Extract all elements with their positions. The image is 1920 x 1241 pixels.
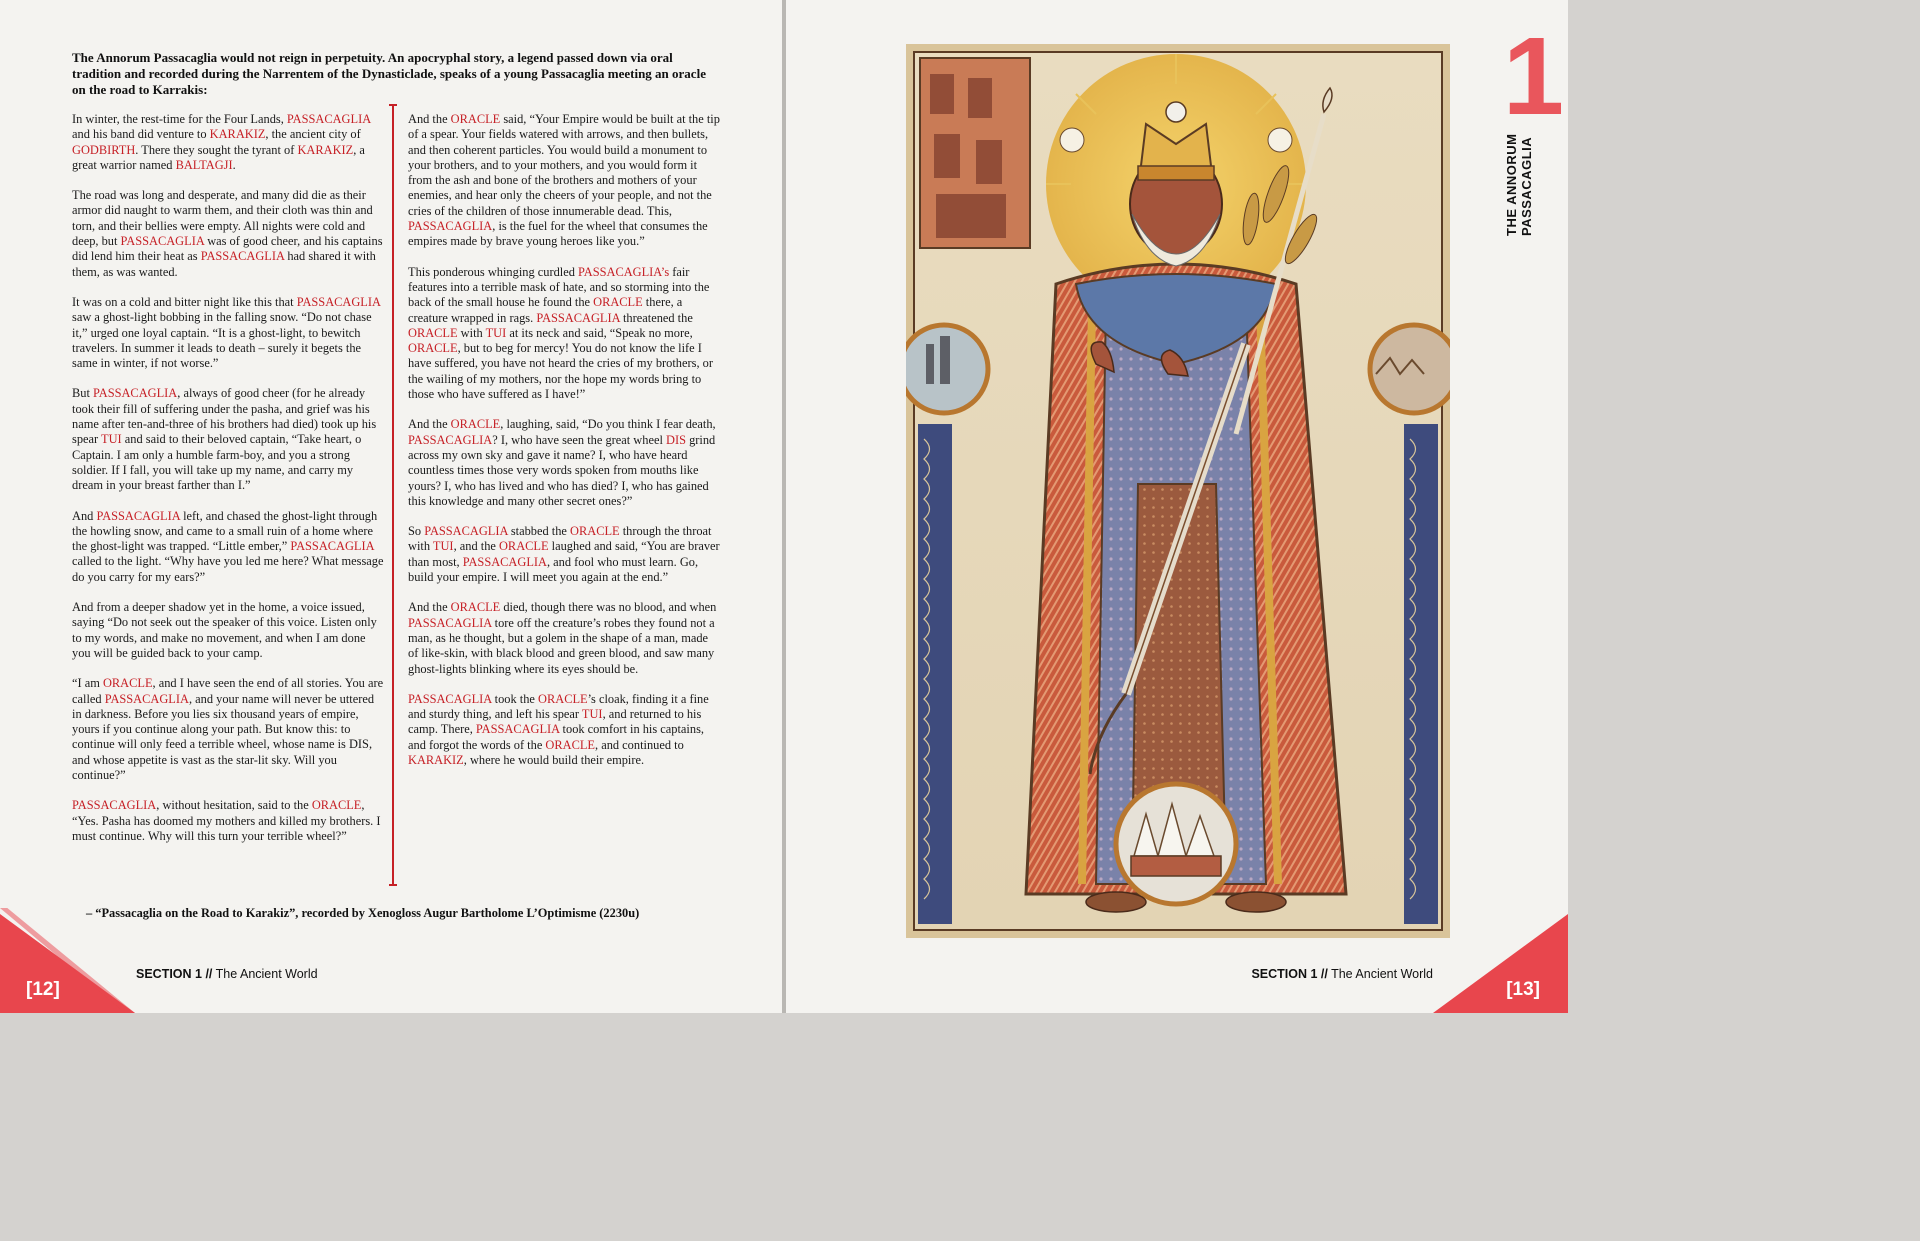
name-highlight: PASSACAGLIA <box>536 310 620 325</box>
name-highlight: KARAKIZ <box>209 127 266 142</box>
name-highlight: PASSACAGLIA <box>475 722 560 737</box>
name-highlight: DIS <box>666 432 686 447</box>
story-text: , but to beg for mercy! You do not know the life I have suffered, you have not heard the cries of my brothers, or the wailing of my mothers, nor the hope my words bring to those who have suffered as I have!” <box>408 341 713 402</box>
story-paragraph <box>72 112 384 173</box>
story-paragraph <box>408 112 720 250</box>
story-text: And the <box>408 112 451 126</box>
story-column-2 <box>408 112 720 783</box>
story-text: ? I, who have seen the great wheel <box>492 432 666 447</box>
name-highlight: KARAKIZ <box>297 142 354 157</box>
column-divider <box>392 104 394 886</box>
right-page <box>786 0 1568 1013</box>
name-highlight: PASSACAGLIA <box>408 691 492 706</box>
story-text: , and returned to his camp. There, <box>408 707 702 737</box>
name-highlight: PASSACAGLIA <box>286 112 371 126</box>
section-marker: 1 <box>1502 15 1564 138</box>
story-text: and his band did venture to <box>72 127 210 142</box>
story-text: , is the fuel for the wheel that consumes the empires made by brave young heroes like you.” <box>408 219 708 249</box>
story-text: But <box>72 386 93 401</box>
illuminated-illustration <box>906 44 1450 938</box>
story-paragraph <box>408 600 720 676</box>
name-highlight: BALTAGJI <box>175 157 233 172</box>
story-text: at its neck and said, “Speak no more, <box>506 325 693 340</box>
story-text: and said to their beloved captain, “Take heart, o Captain. I am only a humble farm-boy, and you a strong soldier. If I fall, you will take up my name, and carry my dream in your breast farther than I.” <box>72 432 362 493</box>
name-highlight: ORACLE <box>450 112 501 126</box>
corner-decoration-left <box>0 908 135 1013</box>
story-text: through the throat with <box>408 524 712 554</box>
page-number: [13] <box>1506 979 1540 1000</box>
story-text: . <box>232 157 236 172</box>
story-text: with <box>457 325 486 340</box>
name-highlight: ORACLE <box>450 417 501 432</box>
story-text: And <box>72 508 97 523</box>
story-text: there, a creature wrapped in rags. <box>408 295 683 325</box>
story-paragraph <box>72 188 384 280</box>
name-highlight: ORACLE <box>593 295 643 310</box>
section-title: The Ancient World <box>1327 967 1433 981</box>
story-column-1 <box>72 112 384 859</box>
story-text: , and fool who must learn. Go, build your empire. I will meet you again at the end.” <box>408 554 699 585</box>
story-text: threatened the <box>619 310 693 325</box>
running-title: THE ANNORUM PASSACAGLIA <box>1504 133 1534 236</box>
section-title: The Ancient World <box>212 967 318 981</box>
story-paragraph <box>72 676 384 783</box>
name-highlight: PASSACAGLIA <box>290 539 374 554</box>
name-highlight: PASSACAGLIA <box>96 508 180 523</box>
story-text: , where he would build their empire. <box>463 752 645 767</box>
name-highlight: TUI <box>432 539 454 554</box>
name-highlight: PASSACAGLIA’s <box>578 264 670 279</box>
name-highlight: TUI <box>581 707 603 722</box>
story-text: ’s cloak, finding it a fine and sturdy thing, and left his spear <box>408 691 709 722</box>
story-text: stabbed the <box>507 524 571 539</box>
story-text: died, though there was no blood, and when <box>500 600 717 615</box>
name-highlight: ORACLE <box>545 737 595 752</box>
story-text: tore off the creature’s robes they found not a man, as he thought, but a golem in the shape of a man, made of like-skin, with black blood and green blood, and saw many ghost-lights blinking where its eyes should be. <box>408 615 715 676</box>
story-paragraph <box>72 386 384 493</box>
name-highlight: GODBIRTH <box>72 142 136 157</box>
story-text: It was on a cold and bitter night like this that <box>72 294 297 309</box>
section-number: SECTION 1 // <box>136 967 213 981</box>
left-page <box>0 0 782 1013</box>
story-paragraph <box>72 295 384 371</box>
story-text: , always of good cheer (for he already took their fill of suffering under the pasha, and grief was his name after ten-and-three of his brothers had died) took up his spear <box>72 386 377 447</box>
name-highlight: PASSACAGLIA <box>120 234 205 249</box>
name-highlight: PASSACAGLIA <box>72 798 157 813</box>
name-highlight: TUI <box>101 432 122 447</box>
name-highlight: PASSACAGLIA <box>462 554 547 569</box>
story-text: saw a ghost-light bobbing in the falling snow. “Do not chase it,” urged one loyal captain. “It is a ghost-light, to bewitch travelers. In summer it leads to death – surely it begets the same in winter, if not worse.” <box>72 310 372 371</box>
story-text: , and continued to <box>595 737 684 752</box>
story-text: laughed and said, “You are braver than most, <box>408 539 720 569</box>
name-highlight: PASSACAGLIA <box>424 524 508 539</box>
name-highlight: ORACLE <box>408 325 458 340</box>
story-paragraph <box>72 600 384 661</box>
story-text: , laughing, said, “Do you think I fear death, <box>500 417 716 432</box>
section-label <box>136 967 318 981</box>
story-text: , and the <box>453 539 499 554</box>
story-text: And from a deeper shadow yet in the home, a voice issued, saying “Do not seek out the speaker of this voice. Listen only to my words, and make no movement, and when I am done you will be guided back to your camp. <box>72 600 377 660</box>
story-text: . There they sought the tyrant of <box>135 142 298 157</box>
story-text: called to the light. “Why have you led me here? What message do you carry for my ears?” <box>72 554 384 584</box>
story-text: took comfort in his captains, and forgot the words of the <box>408 722 704 752</box>
story-text: had shared it with them, as was wanted. <box>72 249 376 279</box>
story-text: And the <box>408 417 451 432</box>
name-highlight: PASSACAGLIA <box>93 386 178 401</box>
name-highlight: ORACLE <box>408 341 458 356</box>
name-highlight: ORACLE <box>538 691 588 706</box>
section-label <box>1251 967 1433 981</box>
attribution: – “Passacaglia on the Road to Karakiz”, recorded by Xenogloss Augur Bartholome L’Optimisme (2230u) <box>86 906 640 920</box>
name-highlight: PASSACAGLIA <box>104 691 189 706</box>
story-text: left, and chased the ghost-light through the howling snow, and came to a small ruin of a home where the ghost-light was trapped. “Little ember,” <box>72 508 378 554</box>
story-text: , “Yes. Pasha has doomed my mothers and killed my brothers. I must continue. Why will this turn your terrible wheel?” <box>72 798 381 843</box>
name-highlight: ORACLE <box>570 524 620 539</box>
name-highlight: PASSACAGLIA <box>408 432 493 447</box>
page-number: [12] <box>26 979 60 1000</box>
story-text: , a great warrior named <box>72 142 365 172</box>
story-paragraph <box>408 692 720 768</box>
story-text: In winter, the rest-time for the Four Lands, <box>72 112 287 126</box>
story-text: “I am <box>72 676 103 691</box>
name-highlight: ORACLE <box>311 798 362 813</box>
name-highlight: ORACLE <box>450 600 501 615</box>
section-number: SECTION 1 // <box>1251 967 1328 981</box>
corner-decoration-right <box>1433 908 1568 1013</box>
story-text: , and I have seen the end of all stories. You are called <box>72 676 384 706</box>
name-highlight: KARAKIZ <box>408 752 464 767</box>
story-text: The road was long and desperate, and many did die as their armor did naught to warm them, and their cloth was thin and torn, and their bellies were empty. All nights were cold and deep, but <box>72 188 373 249</box>
story-paragraph <box>72 798 384 844</box>
story-text: said, “Your Empire would be built at the tip of a spear. Your fields watered with arrows, and then bullets, and then coherent particles. You would build a monument to your brothers, and to your mothers, and you would form it from the ash and bone of the brothers and mothers of your enemies, and hear only the cheers of your people, and not the cries of the children of those innumerable dead. This, <box>408 112 720 218</box>
story-text: grind across my own sky and gave it name? I, who have heard countless times those very words spoken from mouths like yours? I, who has lived and who has died? I, who has gained this knowledge and many other secret ones?” <box>408 432 716 508</box>
story-paragraph <box>408 265 720 403</box>
story-paragraph <box>72 509 384 585</box>
story-text: , and your name will never be uttered in darkness. Before you lies six thousand years of empire, yours if you continue along your path. But know this: to continue will only feed a terrible wheel, whose name is DIS, and whose appetite is vast as the star-lit sky. Will you continue?” <box>72 691 375 782</box>
name-highlight: PASSACAGLIA <box>408 219 493 234</box>
story-text: And the <box>408 600 451 615</box>
story-paragraph <box>408 524 720 585</box>
story-text: was of good cheer, and his captains did lend him their heat as <box>72 234 383 264</box>
name-highlight: PASSACAGLIA <box>296 294 381 309</box>
story-text: fair features into a terrible mask of hate, and so storming into the back of the small house he found the <box>408 264 710 310</box>
name-highlight: PASSACAGLIA <box>200 249 285 264</box>
name-highlight: TUI <box>485 325 507 340</box>
story-text: So <box>408 524 425 539</box>
intro-paragraph: The Annorum Passacaglia would not reign in perpetuity. An apocryphal story, a legend passed down via oral tradition and recorded during the Narrentem of the Dynasticlade, speaks of a young Passacaglia meeting an oracle on the road to Karrakis: <box>72 50 706 97</box>
name-highlight: ORACLE <box>102 676 153 691</box>
story-text: This ponderous whinging curdled <box>408 264 579 279</box>
name-highlight: ORACLE <box>498 539 549 554</box>
story-text: , without hesitation, said to the <box>156 798 312 813</box>
story-paragraph <box>408 417 720 509</box>
name-highlight: PASSACAGLIA <box>408 615 492 630</box>
story-text: took the <box>491 691 539 706</box>
story-text: , the ancient city of <box>265 127 361 142</box>
